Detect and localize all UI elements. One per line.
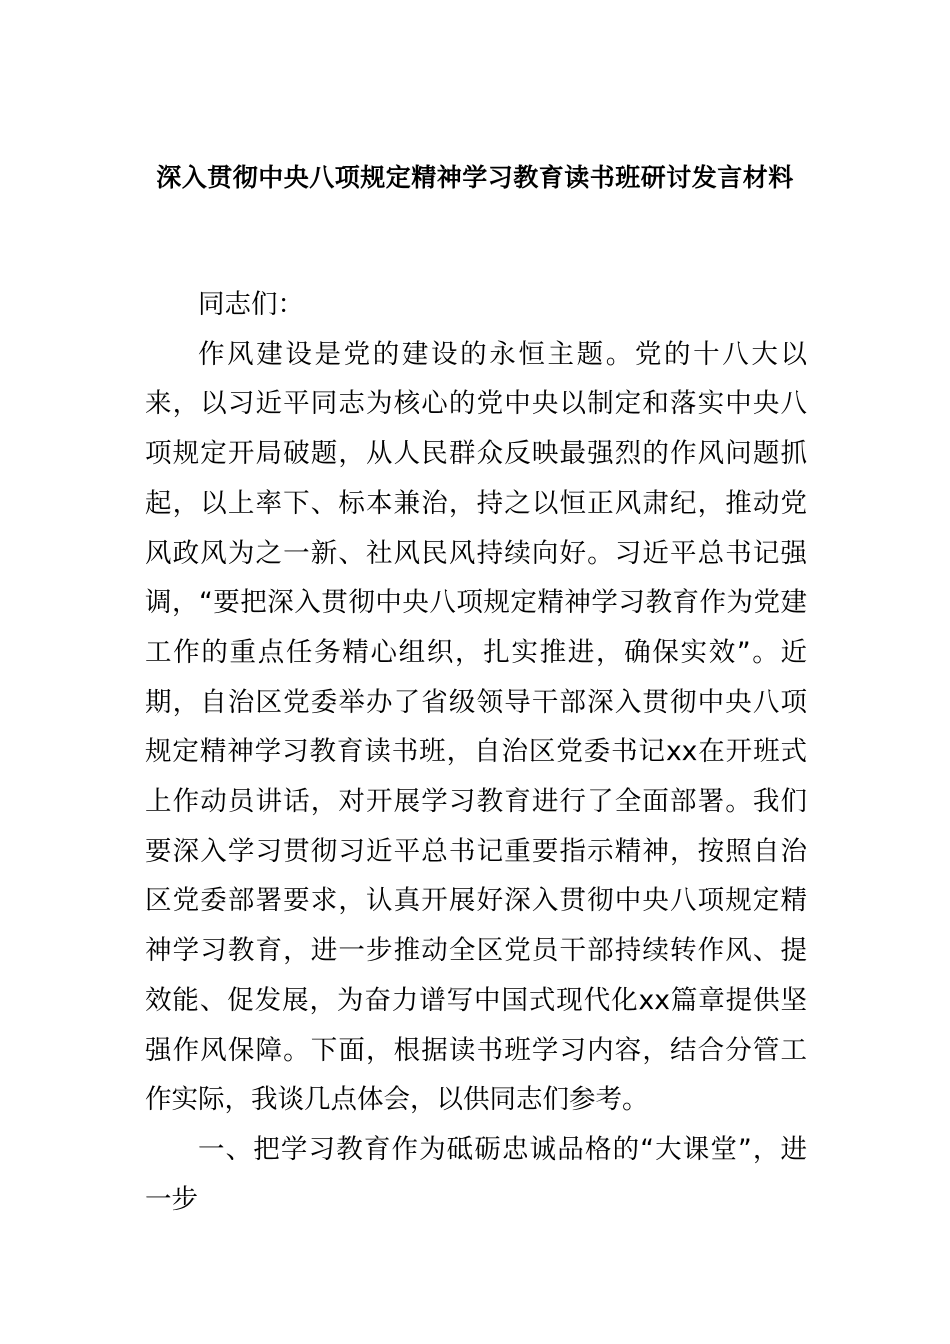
paragraph-intro: 作风建设是党的建设的永恒主题。党的十八大以来，以习近平同志为核心的党中央以制定和落实中央八项规定开局破题，从人民群众反映最强烈的作风问题抓起，以上率下、标本兼治，持之以恒正风肃纪，推动党风政风为之一新、社风民风持续向好。习近平总书记强调，“要把深入贯彻中央八项规定精神学习教育作为党建工作的重点任务精心组织，扎实推进，确保实效”。近期，自治区党委举办了省级领导干部深入贯彻中央八项规定精神学习教育读书班，自治区党委书记xx在开班式上作动员讲话，对开展学习教育进行了全面部署。我们要深入学习贯彻习近平总书记重要指示精神，按照自治区党委部署要求，认真开展好深入贯彻中央八项规定精神学习教育，进一步推动全区党员干部持续转作风、提效能、促发展，为奋力谱写中国式现代化xx篇章提供坚强作风保障。下面，根据读书班学习内容，结合分管工作实际，我谈几点体会，以供同志们参考。 [145,338,807,1116]
document-body [145,280,807,1224]
document-title: 深入贯彻中央八项规定精神学习教育读书班研讨发言材料 [156,163,794,192]
section-heading-one: 一、把学习教育作为砥砺忠诚品格的“大课堂”，进一步 [145,1133,807,1215]
salutation: 同志们： [198,289,304,320]
